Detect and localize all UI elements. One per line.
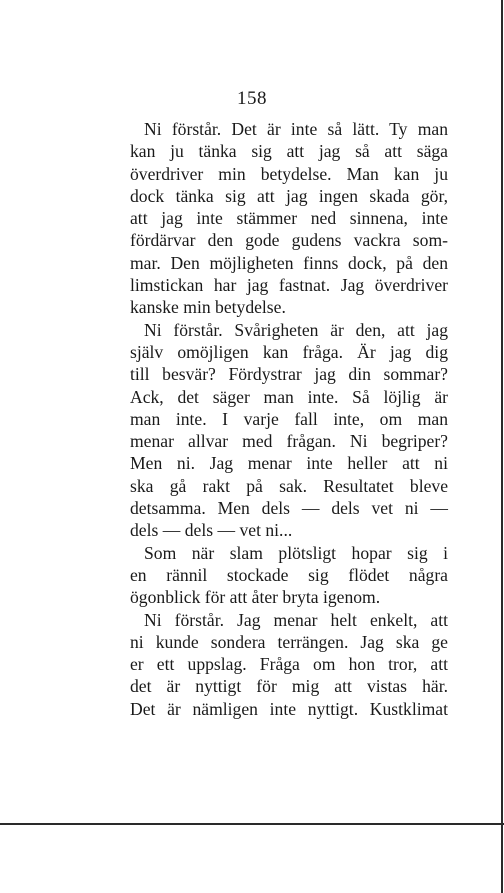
text-line: dels — dels — vet ni...: [130, 520, 293, 541]
text-line: Ni förstår. Jag menar helt enkelt, att: [144, 609, 448, 630]
text-line: kanske min betydelse.: [130, 297, 286, 318]
text-line: ska gå rakt på sak. Resultatet bleve: [130, 475, 448, 496]
text-line: till besvär? Fördystrar jag din sommar?: [130, 364, 448, 385]
page-edge-right: [501, 0, 503, 893]
text-line: dock tänka sig att jag ingen skada gör,: [130, 185, 448, 206]
page-edge-bottom: [0, 823, 504, 825]
page-number: 158: [237, 88, 267, 109]
text-line: Ack, det säger man inte. Så löjlig är: [130, 386, 448, 407]
text-line: Ni förstår. Svårigheten är den, att jag: [144, 319, 448, 340]
text-line: Men ni. Jag menar inte heller att ni: [130, 453, 448, 474]
text-line: själv omöjligen kan fråga. Är jag dig: [130, 341, 448, 362]
body-text: [130, 118, 448, 720]
text-line: överdriver min betydelse. Man kan ju: [130, 163, 448, 184]
text-line: en rännil stockade sig flödet några: [130, 564, 448, 585]
text-line: ni kunde sondera terrängen. Jag ska ge: [130, 631, 448, 652]
text-line: Som när slam plötsligt hopar sig i: [144, 542, 448, 563]
text-line: menar allvar med frågan. Ni begriper?: [130, 431, 448, 452]
text-line: mar. Den möjligheten finns dock, på den: [130, 252, 448, 273]
text-line: kan ju tänka sig att jag så att säga: [130, 141, 448, 162]
text-line: att jag inte stämmer ned sinnena, inte: [130, 208, 448, 229]
text-line: limstickan har jag fastnat. Jag överdriver: [130, 275, 448, 296]
text-line: det är nyttigt för mig att vistas här.: [130, 676, 448, 697]
text-line: er ett uppslag. Fråga om hon tror, att: [130, 654, 448, 675]
text-line: man inte. I varje fall inte, om man: [130, 408, 448, 429]
text-line: fördärvar den gode gudens vackra som-: [130, 230, 448, 251]
text-line: Ni förstår. Det är inte så lätt. Ty man: [144, 119, 448, 139]
text-line: detsamma. Men dels — dels vet ni —: [130, 498, 448, 519]
text-line: Det är nämligen inte nyttigt. Kustklimat: [130, 698, 448, 719]
text-line: ögonblick för att åter bryta igenom.: [130, 587, 381, 608]
